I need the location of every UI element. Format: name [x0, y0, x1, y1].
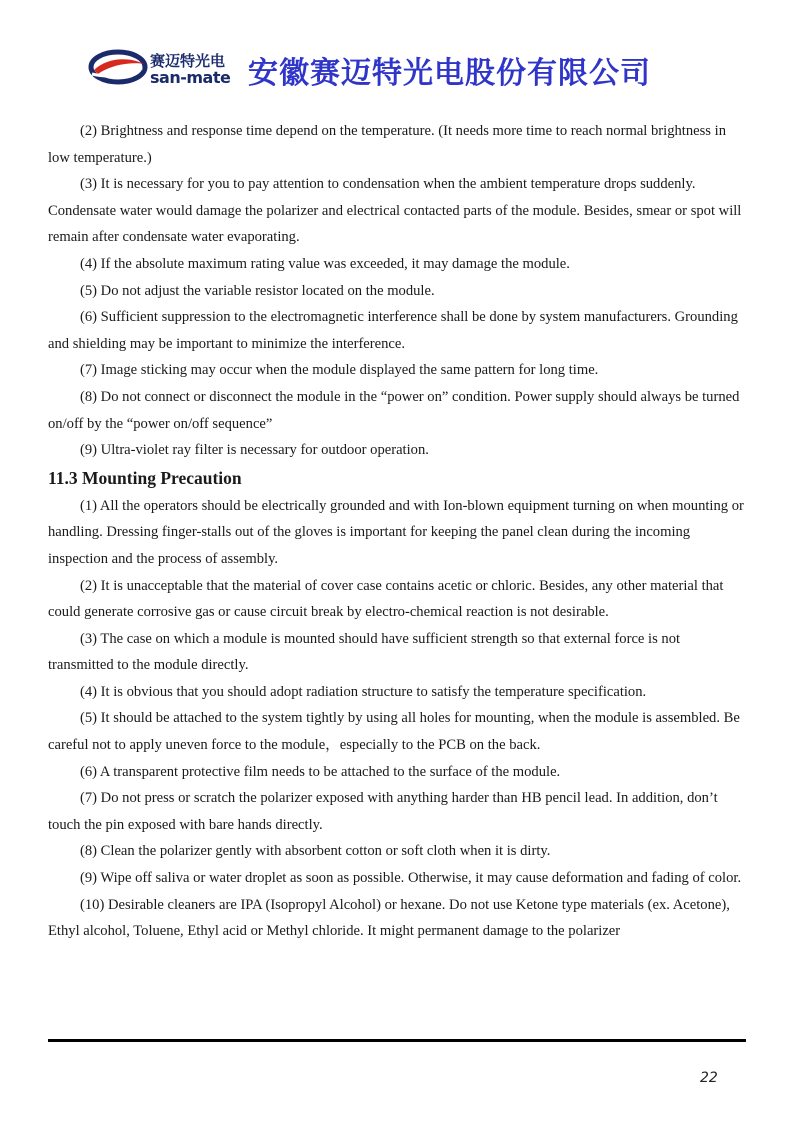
- paragraph-item-9: (9) Ultra-violet ray filter is necessary for outdoor operation.: [80, 442, 429, 459]
- document-body: [48, 118, 748, 945]
- page-number: 22: [700, 1070, 718, 1086]
- page-header: [88, 46, 728, 90]
- mounting-item-5: (5) It should be attached to the system tightly by using all holes for mounting, when the module is assembled. Be careful not to apply uneven force to the module，especially to the PCB on the back.: [48, 710, 740, 754]
- mounting-item-4: (4) It is obvious that you should adopt radiation structure to satisfy the temperature specification.: [80, 683, 647, 700]
- mounting-item-8: (8) Clean the polarizer gently with absorbent cotton or soft cloth when it is dirty.: [80, 843, 551, 860]
- mounting-item-9: (9) Wipe off saliva or water droplet as soon as possible. Otherwise, it may cause deformation and fading of color.: [80, 870, 742, 887]
- paragraph-item-3: (3) It is necessary for you to pay attention to condensation when the ambient temperature drops suddenly. Condensate water would damage the polarizer and electrical contacted parts of the module. Besides, smear or spot will remain after condensate water evaporating.: [48, 176, 742, 246]
- mounting-item-2: (2) It is unacceptable that the material of cover case contains acetic or chloric. Besides, any other material that could generate corrosive gas or cause circuit break by electro-chemical reaction is not desirable.: [48, 577, 724, 621]
- section-heading: 11.3 Mounting Precaution: [48, 467, 242, 488]
- company-name: 安徽赛迈特光电股份有限公司: [248, 56, 651, 91]
- paragraph-item-2: (2) Brightness and response time depend on the temperature. (It needs more time to reach normal brightness in low temperature.): [48, 123, 726, 166]
- mounting-item-10: (10) Desirable cleaners are IPA (Isopropyl Alcohol) or hexane. Do not use Ketone type materials (ex. Acetone), Ethyl alcohol, Toluene, Ethyl acid or Methyl chloride. It might permanent damage to the polarizer: [48, 896, 730, 940]
- paragraph-item-8: (8) Do not connect or disconnect the module in the “power on” condition. Power supply should always be turned on/off by the “power on/off sequence”: [48, 388, 740, 432]
- paragraph-item-6: (6) Sufficient suppression to the electromagnetic interference shall be done by system manufacturers. Grounding and shielding may be important to minimize the interference.: [48, 309, 738, 352]
- paragraph-item-4: (4) If the absolute maximum rating value was exceeded, it may damage the module.: [80, 255, 570, 272]
- mounting-item-1: (1) All the operators should be electrically grounded and with Ion-blown equipment turning on when mounting or handling. Dressing finger-stalls out of the gloves is important for keeping the panel clean during the incoming inspection and the process of assembly.: [48, 497, 744, 567]
- company-logo-icon: [88, 48, 148, 86]
- mounting-item-7: (7) Do not press or scratch the polarizer exposed with anything harder than HB pencil lead. In addition, don’t touch the pin exposed with bare hands directly.: [48, 790, 718, 833]
- logo-chinese-text: 赛迈特光电: [150, 52, 226, 70]
- mounting-item-3: (3) The case on which a module is mounted should have sufficient strength so that external force is not transmitted to the module directly.: [48, 630, 681, 674]
- logo-english-text: san-mate: [150, 68, 231, 87]
- mounting-item-6: (6) A transparent protective film needs to be attached to the surface of the module.: [80, 763, 561, 780]
- footer-divider: [48, 1039, 746, 1042]
- paragraph-item-5: (5) Do not adjust the variable resistor located on the module.: [80, 282, 435, 299]
- paragraph-item-7: (7) Image sticking may occur when the module displayed the same pattern for long time.: [80, 362, 599, 379]
